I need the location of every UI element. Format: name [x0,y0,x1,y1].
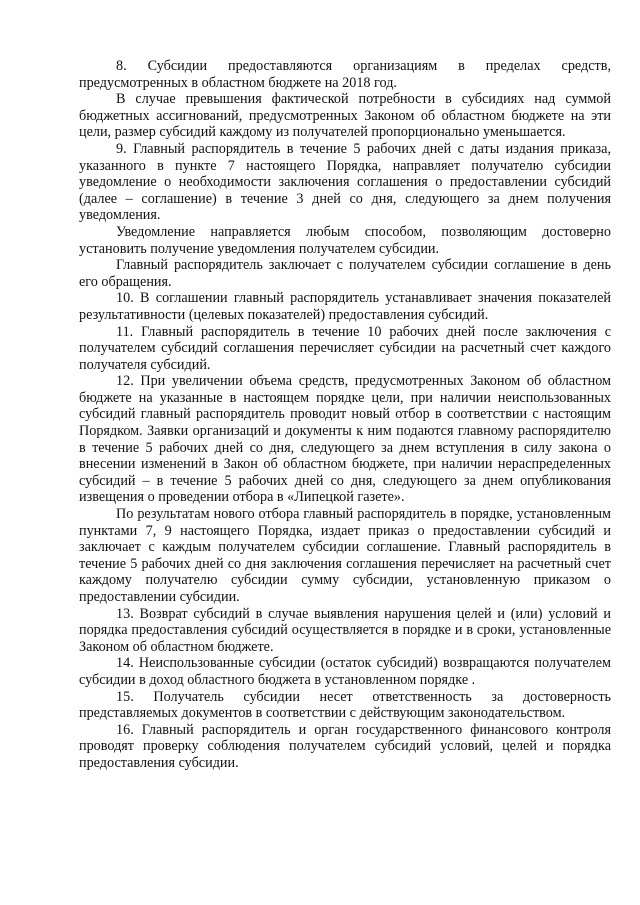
paragraph-11: 11. Главный распорядитель в течение 10 рабочих дней после заключения с получателем субсидий соглашения перечисляет субсидии на расчетный счет каждого получателя субсидий. [79,323,611,373]
paragraph-9-notification: Уведомление направляется любым способом, позволяющим достоверно установить получение уведомления получателем субсидии. [79,223,611,257]
paragraph-13: 13. Возврат субсидий в случае выявления нарушения целей и (или) условий и порядка предоставления субсидий осуществляется в порядке и в сроки, установленные Законом об областном бюджете. [79,605,611,655]
paragraph-15: 15. Получатель субсидии несет ответственность за достоверность представляемых документов в соответствии с действующим законодательством. [79,688,611,722]
paragraph-12-results: По результатам нового отбора главный распорядитель в порядке, установленным пунктами 7, 9 настоящего Порядка, издает приказ о предоставлении субсидий и заключает с каждым получателем субсидии соглашение. Главный распорядитель в течение 5 рабочих дней со дня заключения соглашения перечисляет на расчетный счет каждому получателю субсидии сумму субсидии, установленную приказом о предоставлении субсидии. [79,506,611,605]
paragraph-14: 14. Неиспользованные субсидии (остаток субсидий) возвращаются получателем субсидии в доход областного бюджета в установленном порядке . [79,655,611,688]
paragraph-9-agreement: Главный распорядитель заключает с получателем субсидии соглашение в день его обращения. [79,257,611,290]
paragraph-8: 8. Субсидии предоставляются организациям в пределах средств, предусмотренных в областном бюджете на 2018 год. [79,58,611,91]
document-page [79,58,611,772]
paragraph-16: 16. Главный распорядитель и орган государственного финансового контроля проводят проверку соблюдения получателем субсидий условий, целей и порядка предоставления субсидии. [79,721,611,771]
paragraph-9: 9. Главный распорядитель в течение 5 рабочих дней с даты издания приказа, указанного в пункте 7 настоящего Порядка, направляет получателю субсидии уведомление о необходимости заключения соглашения о предоставлении субсидий (далее – соглашение) в течение 3 дней со дня, следующего за днем получения уведомления. [79,140,611,224]
paragraph-10: 10. В соглашении главный распорядитель устанавливает значения показателей результативности (целевых показателей) предоставления субсидий. [79,290,611,323]
paragraph-12: 12. При увеличении объема средств, предусмотренных Законом об областном бюджете на указанные в настоящем порядке цели, при наличии неиспользованных субсидий главный распорядитель проводит новый отбор в соответствии с настоящим Порядком. Заявки организаций и документы к ним подаются главному распорядителю в течение 5 рабочих дней со дня, следующего за днем вступления в силу закона о внесении изменений в Закон об областном бюджете, при наличии нераспределенных субсидий – в течение 5 рабочих дней со дня, следующего за днем опубликования извещения о проведении отбора в «Липецкой газете». [79,373,611,506]
paragraph-8-continued: В случае превышения фактической потребности в субсидиях над суммой бюджетных ассигнований, предусмотренных Законом об областном бюджете на эти цели, размер субсидий каждому из получателей пропорционально уменьшается. [79,91,611,141]
